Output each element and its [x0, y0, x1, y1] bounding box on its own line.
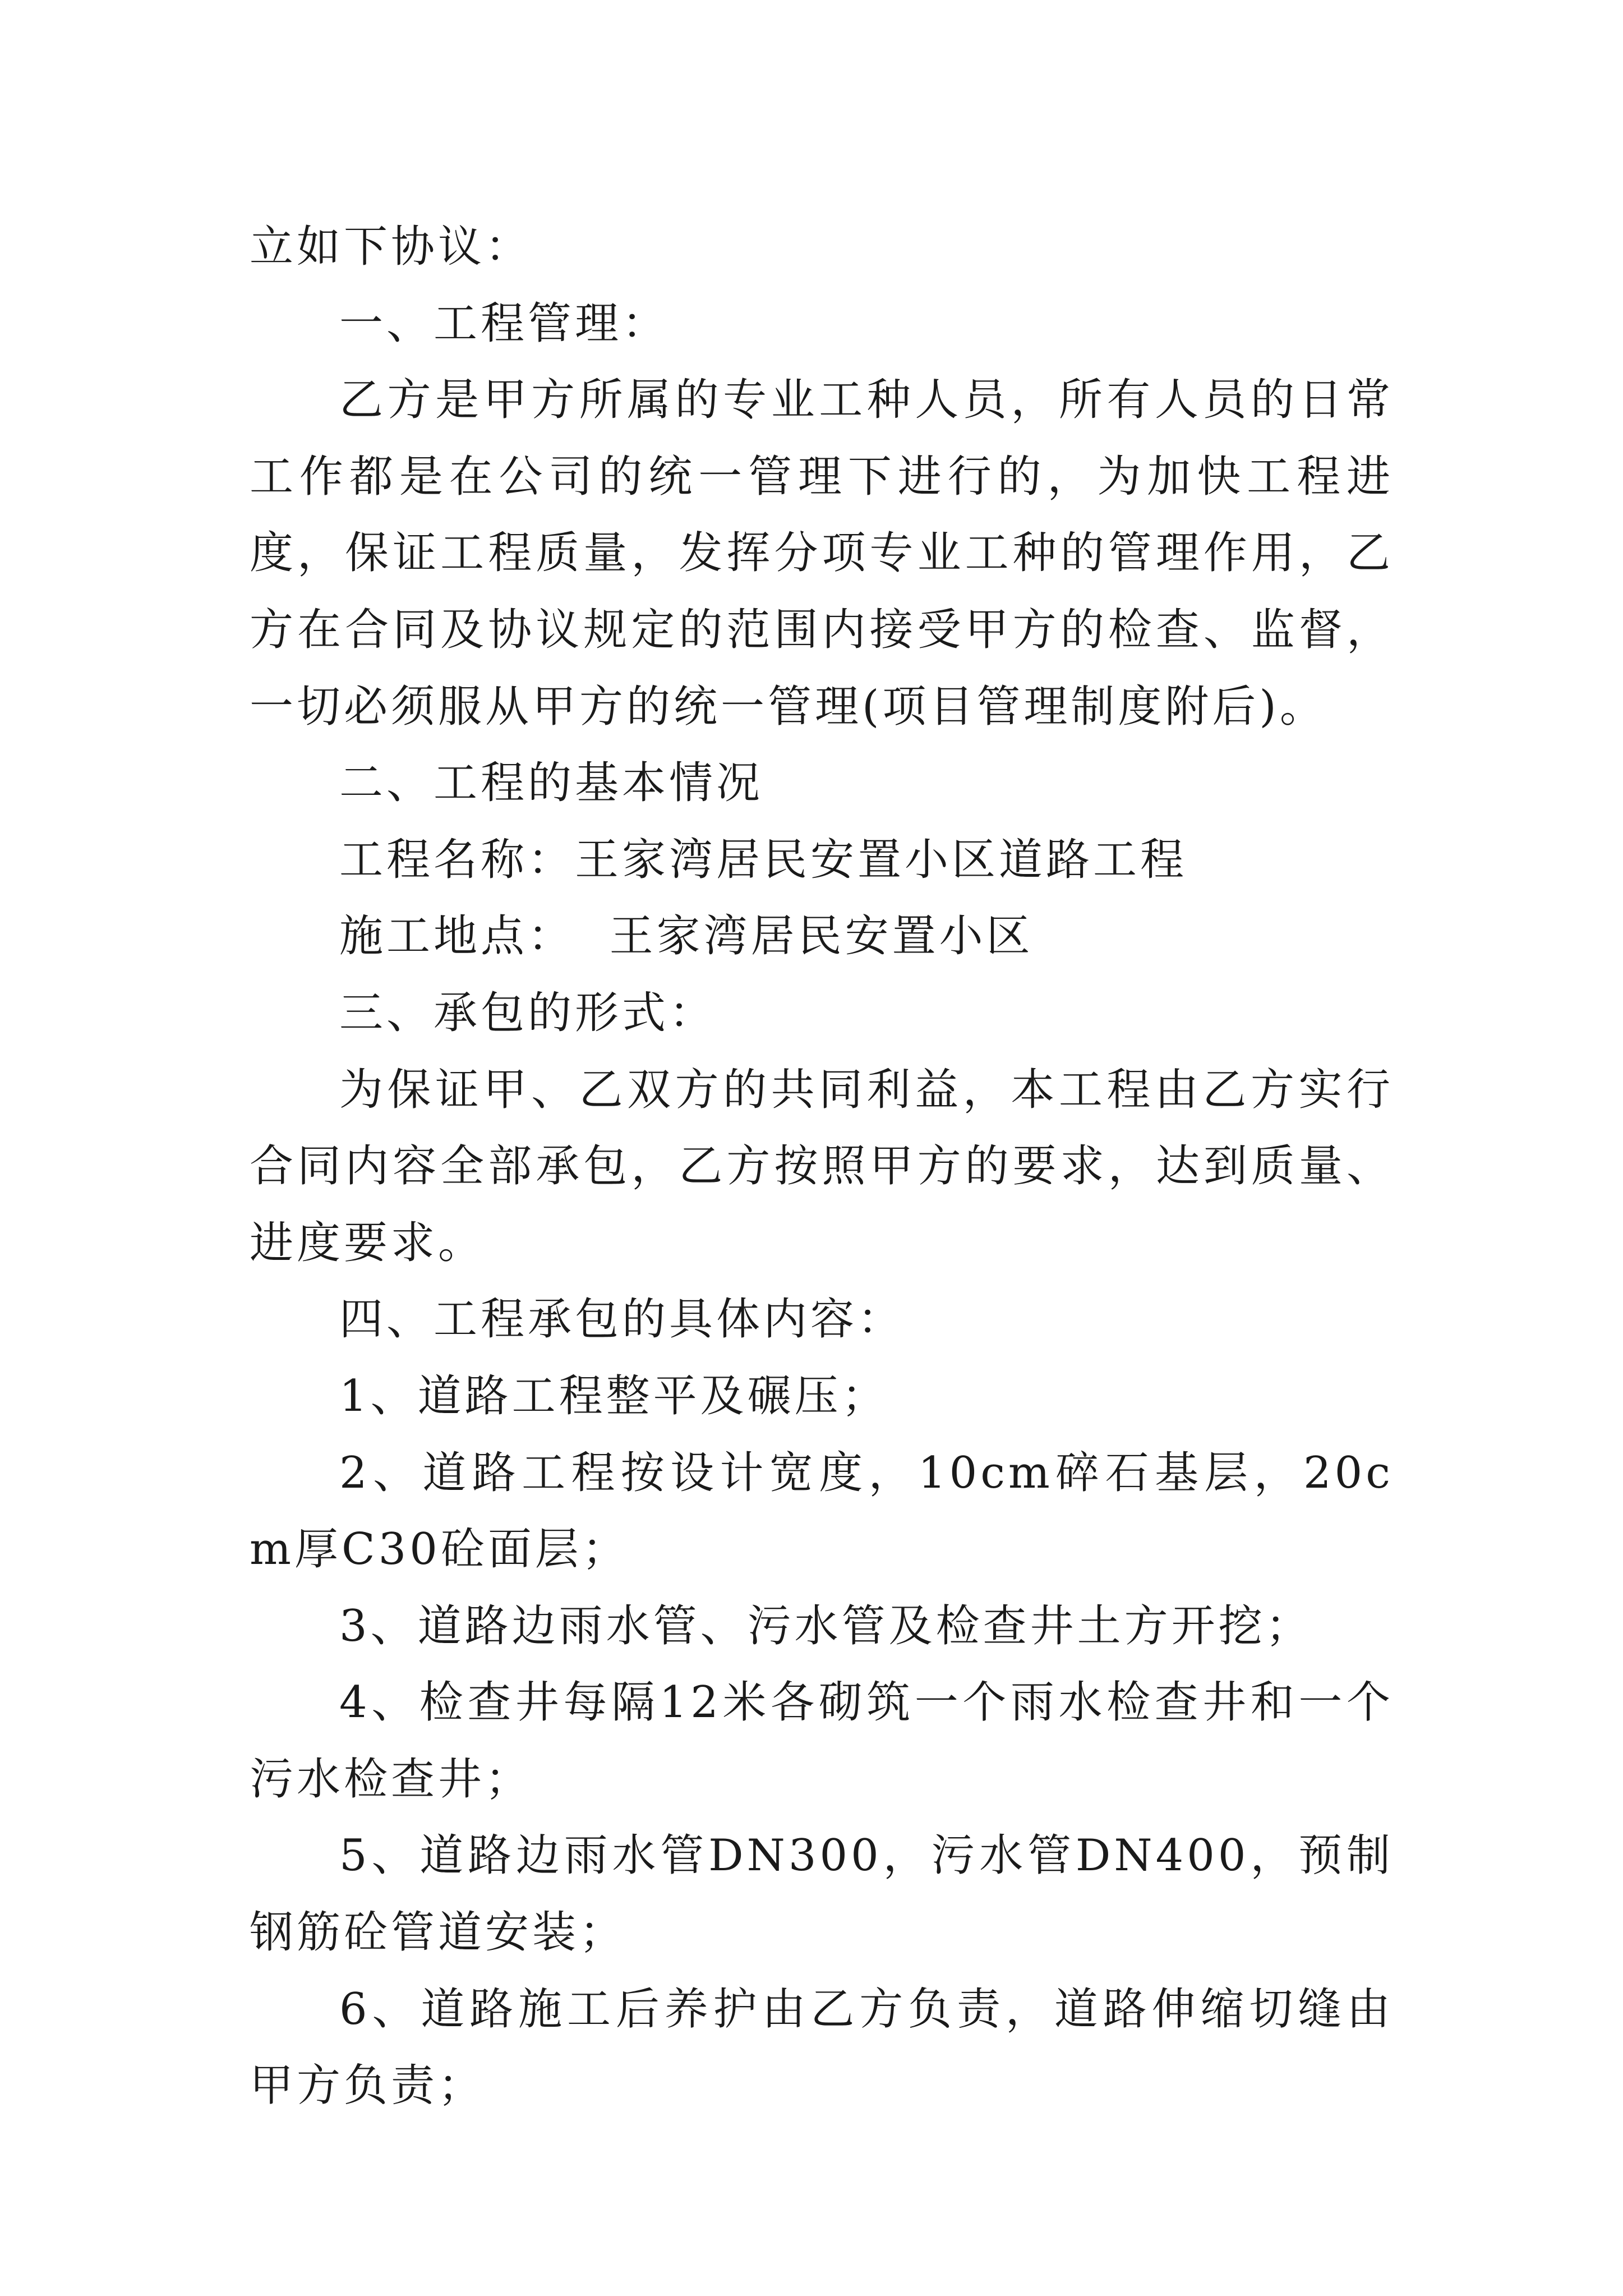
construction-site-line: 施工地点： 王家湾居民安置小区: [339, 911, 1034, 962]
scope-item-1: 1、道路工程整平及碾压；: [339, 1370, 889, 1421]
scope-item-4: 4、检查井每隔12米各砌筑一个雨水检查井和一个污水检查井；: [250, 1677, 1394, 1805]
project-name-line: 工程名称：王家湾居民安置小区道路工程: [339, 834, 1188, 885]
scope-item-6: 6、道路施工后养护由乙方负责，道路伸缩切缝由甲方负责；: [250, 1984, 1394, 2111]
scope-item-5: 5、道路边雨水管DN300，污水管DN400，预制钢筋砼管道安装；: [250, 1830, 1394, 1958]
section-heading-project-management: 一、工程管理：: [339, 298, 670, 349]
section-heading-contract-form: 三、承包的形式：: [339, 987, 717, 1038]
document-body: [250, 209, 1394, 2124]
paragraph-contract-form: 为保证甲、乙双方的共同利益，本工程由乙方实行合同内容全部承包，乙方按照甲方的要求，达到质量、进度要求。: [250, 1064, 1394, 1268]
scope-item-3: 3、道路边雨水管、污水管及检查井土方开挖；: [339, 1600, 1313, 1651]
scope-item-2: 2、道路工程按设计宽度，10cm碎石基层，20cm厚C30砼面层；: [250, 1447, 1394, 1575]
section-heading-scope: 四、工程承包的具体内容：: [339, 1294, 905, 1345]
paragraph-management-terms: 乙方是甲方所属的专业工种人员，所有人员的日常工作都是在公司的统一管理下进行的，为加快工程进度，保证工程质量，发挥分项专业工种的管理作用，乙方在合同及协议规定的范围内接受甲方的检查、监督，一切必须服从甲方的统一管理(项目管理制度附后)。: [250, 375, 1394, 732]
paragraph-intro: 立如下协议：: [250, 222, 533, 272]
section-heading-basic-info: 二、工程的基本情况: [339, 758, 764, 809]
